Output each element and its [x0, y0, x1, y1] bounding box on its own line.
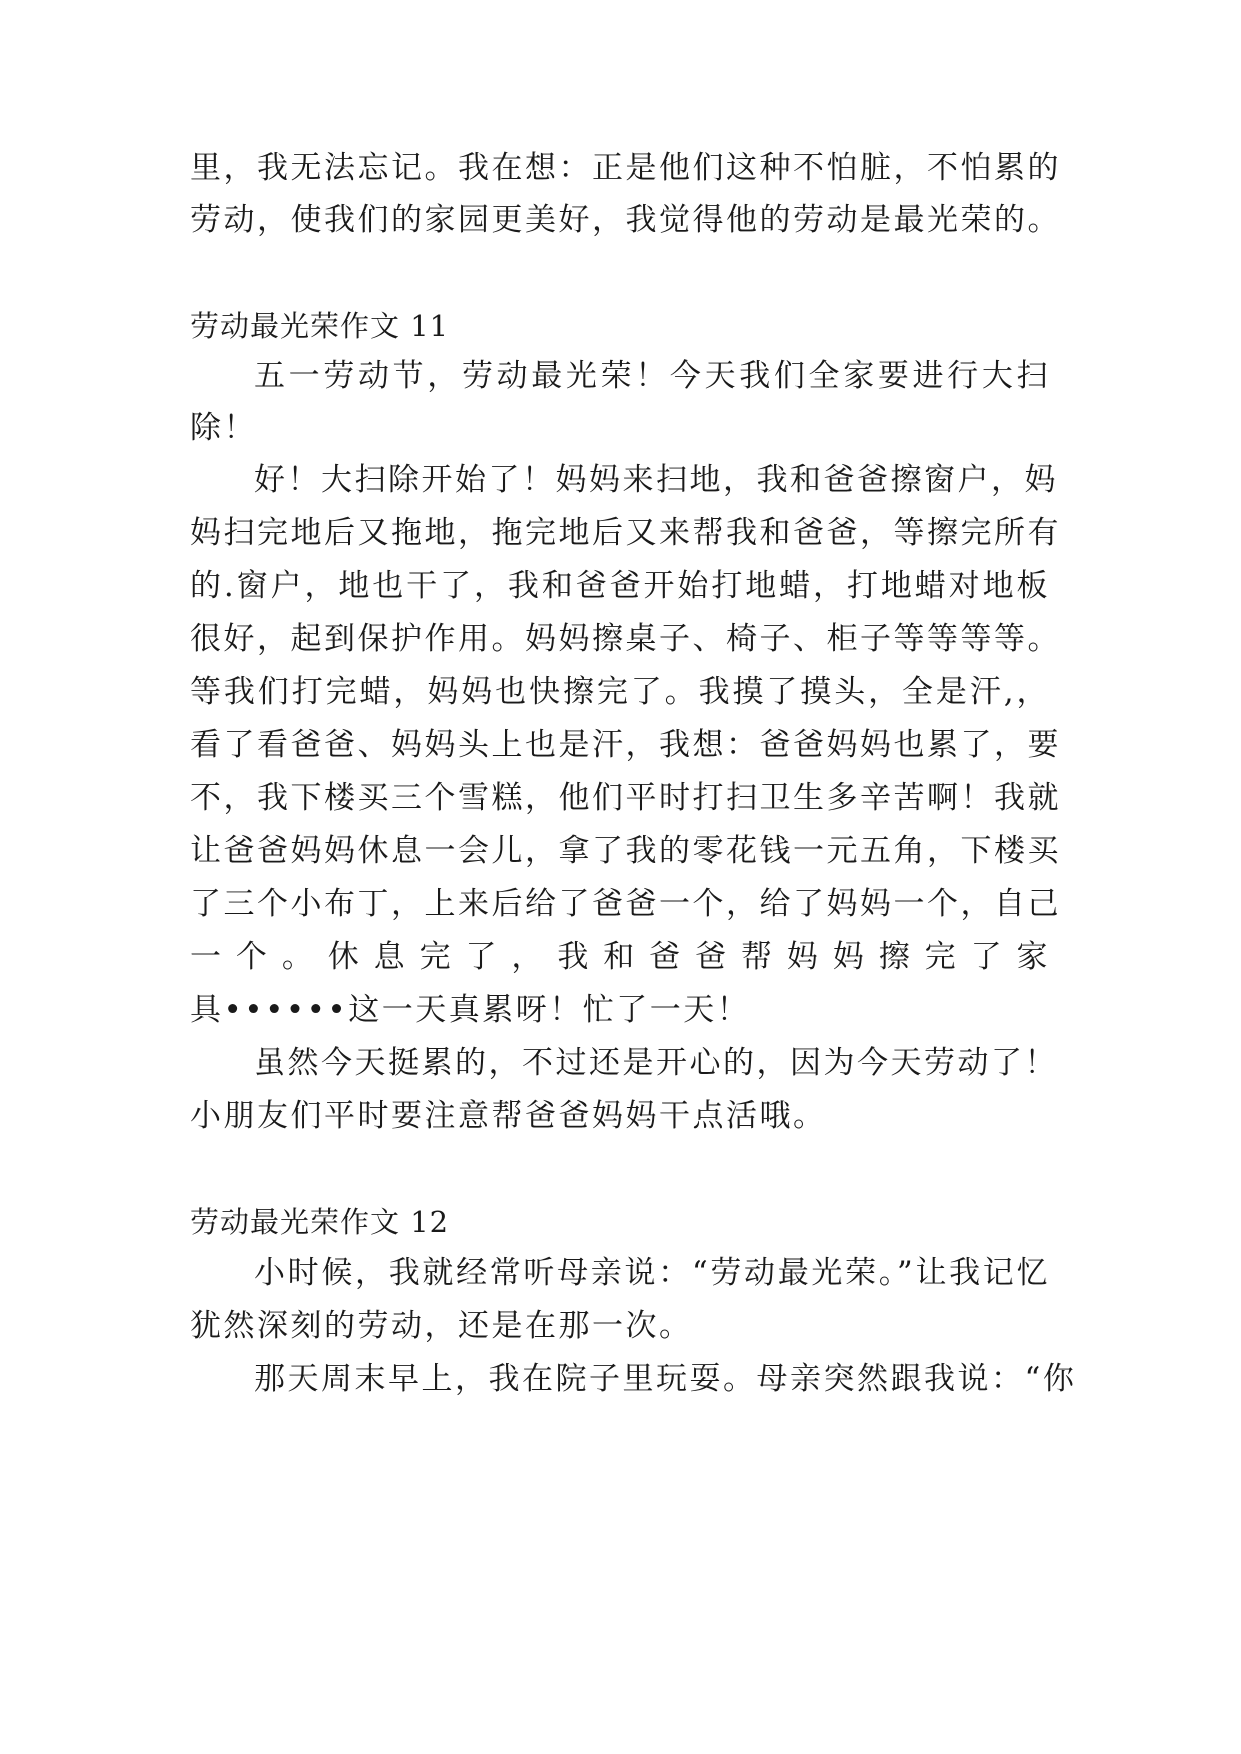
paragraph-line: 看了看爸爸、妈妈头上也是汗，我想：爸爸妈妈也累了，要 — [190, 727, 1061, 763]
paragraph-line: 了三个小布丁，上来后给了爸爸一个，给了妈妈一个，自己 — [190, 886, 1061, 922]
paragraph-line: 犹然深刻的劳动，还是在那一次。 — [190, 1308, 693, 1344]
paragraph-line: 那天周末早上，我在院子里玩耍。母亲突然跟我说：“你 — [254, 1361, 1077, 1397]
paragraph-line: 小朋友们平时要注意帮爸爸妈妈干点活哦。 — [190, 1098, 827, 1134]
section-heading: 劳动最光荣作文 11 — [190, 309, 450, 343]
paragraph-line: 的.窗户，地也干了，我和爸爸开始打地蜡，打地蜡对地板 — [190, 568, 1050, 604]
paragraph-line: 五一劳动节，劳动最光荣！今天我们全家要进行大扫 — [254, 358, 1050, 394]
paragraph-line: 等我们打完蜡，妈妈也快擦完了。我摸了摸头，全是汗,， — [190, 674, 1050, 710]
section-heading: 劳动最光荣作文 12 — [190, 1205, 450, 1239]
paragraph-line: 一个。休息完了，我和爸爸帮妈妈擦完了家 — [190, 939, 1050, 975]
paragraph-line: 虽然今天挺累的，不过还是开心的，因为今天劳动了！ — [254, 1045, 1058, 1081]
paragraph-line: 小时候，我就经常听母亲说：“劳动最光荣。”让我记忆 — [254, 1255, 1050, 1291]
paragraph-line: 除！ — [190, 410, 257, 446]
paragraph-line: 不，我下楼买三个雪糕，他们平时打扫卫生多辛苦啊！我就 — [190, 780, 1061, 816]
paragraph-line: 让爸爸妈妈休息一会儿，拿了我的零花钱一元五角，下楼买 — [190, 833, 1061, 869]
paragraph-line: 妈扫完地后又拖地，拖完地后又来帮我和爸爸，等擦完所有 — [190, 515, 1061, 551]
paragraph-line: 具••••••这一天真累呀！忙了一天！ — [190, 992, 751, 1028]
paragraph-line: 很好，起到保护作用。妈妈擦桌子、椅子、柜子等等等等。 — [190, 621, 1061, 657]
paragraph-line: 里，我无法忘记。我在想：正是他们这种不怕脏，不怕累的 — [190, 150, 1061, 186]
paragraph-line: 劳动，使我们的家园更美好，我觉得他的劳动是最光荣的。 — [190, 202, 1061, 238]
paragraph-line: 好！大扫除开始了！妈妈来扫地，我和爸爸擦窗户，妈 — [254, 462, 1058, 498]
